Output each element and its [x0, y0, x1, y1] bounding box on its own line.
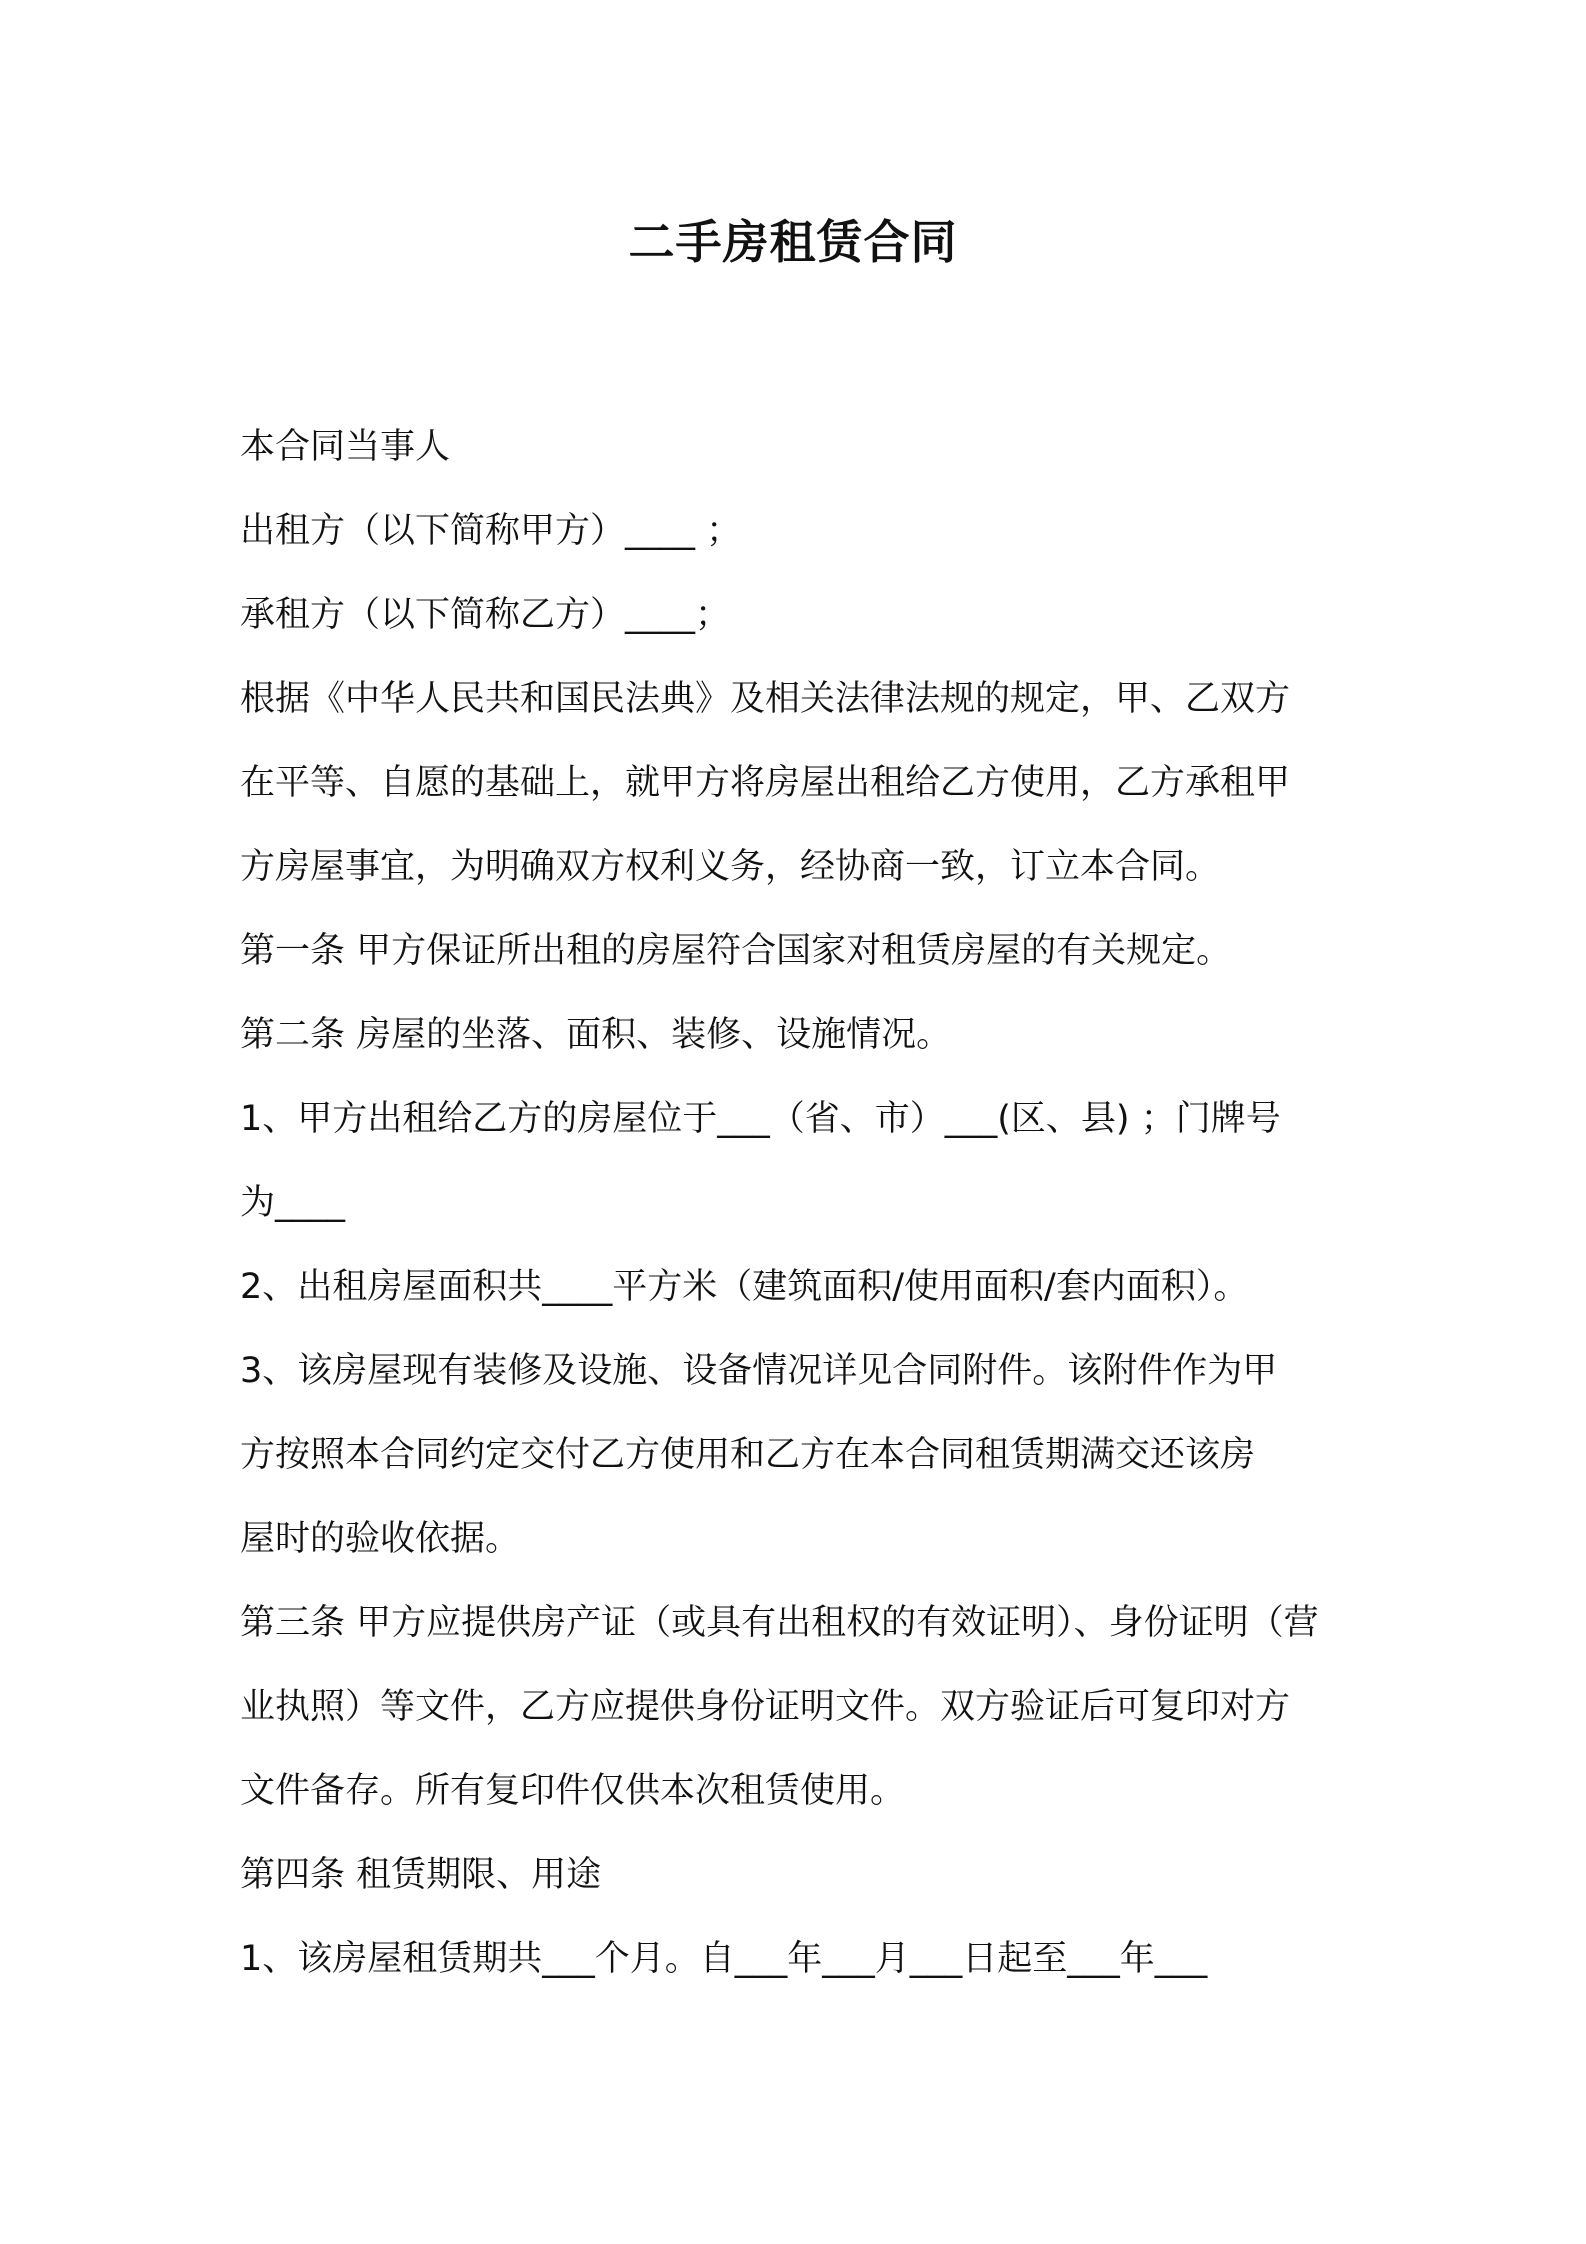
document-body	[240, 405, 1350, 2001]
text-line-preamble-3: 方房屋事宜，为明确双方权利义务，经协商一致，订立本合同。	[240, 847, 1221, 887]
text-line-article-3b: 业执照）等文件，乙方应提供身份证明文件。双方验证后可复印对方	[240, 1687, 1291, 1727]
text-line-article-2-item-3c: 屋时的验收依据。	[240, 1519, 521, 1559]
text-line-article-4-heading: 第四条 租赁期限、用途	[240, 1855, 602, 1895]
text-line-article-4-item-1: 1、该房屋租赁期共___个月。自___年___月___日起至___年___	[240, 1939, 1208, 1979]
text-line-article-2-item-2: 2、出租房屋面积共____平方米（建筑面积/使用面积/套内面积）。	[240, 1267, 1249, 1307]
text-line-article-2-item-3a: 3、该房屋现有装修及设施、设备情况详见合同附件。该附件作为甲	[240, 1351, 1278, 1391]
text-line-article-1: 第一条 甲方保证所出租的房屋符合国家对租赁房屋的有关规定。	[240, 931, 1232, 971]
text-line-article-2-item-1a: 1、甲方出租给乙方的房屋位于___（省、市）___(区、县) ；门牌号	[240, 1099, 1281, 1139]
text-line-article-2-item-3b: 方按照本合同约定交付乙方使用和乙方在本合同租赁期满交还该房	[240, 1435, 1256, 1475]
text-line-parties-heading: 本合同当事人	[240, 427, 451, 467]
text-line-article-2-item-1b: 为____	[240, 1183, 346, 1223]
text-line-preamble-2: 在平等、自愿的基础上，就甲方将房屋出租给乙方使用，乙方承租甲	[240, 763, 1291, 803]
text-line-lessor: 出租方（以下简称甲方）____ ；	[240, 511, 742, 551]
text-line-preamble-1: 根据《中华人民共和国民法典》及相关法律法规的规定，甲、乙双方	[240, 679, 1291, 719]
text-line-article-3a: 第三条 甲方应提供房产证（或具有出租权的有效证明）、身份证明（营	[240, 1603, 1319, 1643]
text-line-lessee: 承租方（以下简称乙方）____；	[240, 595, 731, 635]
text-line-article-3c: 文件备存。所有复印件仅供本次租赁使用。	[240, 1771, 906, 1811]
text-line-article-2-heading: 第二条 房屋的坐落、面积、装修、设施情况。	[240, 1015, 952, 1055]
document-title: 二手房租赁合同	[628, 215, 958, 269]
